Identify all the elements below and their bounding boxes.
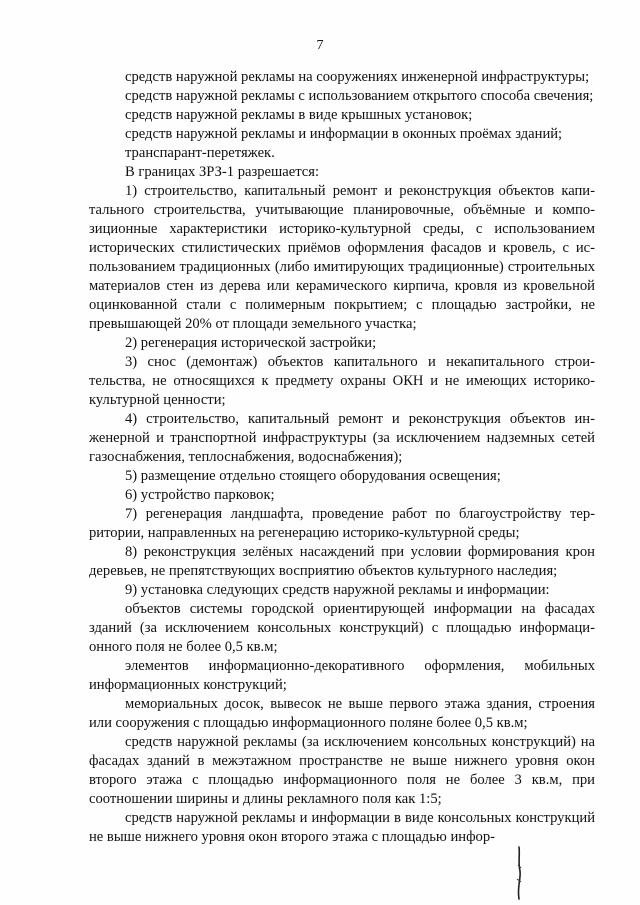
body-text xyxy=(89,68,595,847)
paragraph: 1) строительство, капитальный ремонт и реконструкция объектов капитального строительства, учитывающие планировочные, объёмные и композиционные характеристики историко-культурной среды, с использованием исторических стилистических приёмов оформления фасадов и кровель, с использованием традиционных (либо имитирующих традиционные) строительных материалов стен из дерева или керамического кирпича, кровля из кровельной оцинкованной стали с полимерным покрытием; с площадью застройки, не превышающей 20% от площади земельного участка; xyxy=(89,183,595,332)
paragraph: 5) размещение отдельно стоящего оборудования освещения; xyxy=(125,468,501,484)
paragraph: 4) строительство, капитальный ремонт и реконструкция объектов инженерной и транспортной инфраструктуры (за исключением надземных сетей газоснабжения, теплоснабжения, водоснабжения); xyxy=(89,411,595,465)
paragraph: элементов информационно-декоративного оформления, мобильных информационных конструкций; xyxy=(89,658,595,693)
paragraph: 8) реконструкция зелёных насаждений при условии формирования крон деревьев, не препятствующих восприятию объектов культурного наследия; xyxy=(89,544,595,579)
paragraph: 9) установка следующих средств наружной рекламы и информации: xyxy=(125,582,550,598)
paragraph: средств наружной рекламы с использованием открытого способа свечения; xyxy=(125,88,594,104)
page-number: 7 xyxy=(316,38,324,53)
paragraph: средств наружной рекламы (за исключением консольных конструкций) на фасадах зданий в межэтажном пространстве не выше нижнего уровня окон второго этажа с площадью информационного поля не более 3 кв.м, при соотношении ширины и длины рекламного поля как 1:5; xyxy=(89,734,595,807)
paragraph: 2) регенерация исторической застройки; xyxy=(125,335,377,351)
paragraph: объектов системы городской ориентирующей информации на фасадах зданий (за исключением консольных конструкций) с площадью информационного поля не более 0,5 кв.м; xyxy=(89,601,595,655)
paragraph: 3) снос (демонтаж) объектов капитального и некапитального строительства, не относящихся к предмету охраны ОКН и не имеющих историко-культурной ценности; xyxy=(89,354,595,408)
paragraph: транспарант-перетяжек. xyxy=(125,145,275,161)
paragraph: средств наружной рекламы и информации в оконных проёмах зданий; xyxy=(125,126,563,142)
paragraph: 6) устройство парковок; xyxy=(125,487,275,503)
handwritten-mark-icon xyxy=(512,845,526,901)
paragraph: 7) регенерация ландшафта, проведение работ по благоустройству территории, направленных на регенерацию историко-культурной среды; xyxy=(89,506,595,541)
paragraph: средств наружной рекламы в виде крышных установок; xyxy=(125,107,473,123)
paragraph: средств наружной рекламы на сооружениях инженерной инфраструктуры; xyxy=(125,69,590,85)
paragraph: В границах ЗРЗ-1 разрешается: xyxy=(125,164,320,180)
paragraph: мемориальных досок, вывесок не выше первого этажа здания, строения или сооружения с площадью информационного поляне более 0,5 кв.м; xyxy=(89,696,595,731)
paragraph: средств наружной рекламы и информации в виде консольных конструкций не выше нижнего уровня окон второго этажа с площадью инфор- xyxy=(89,810,595,845)
